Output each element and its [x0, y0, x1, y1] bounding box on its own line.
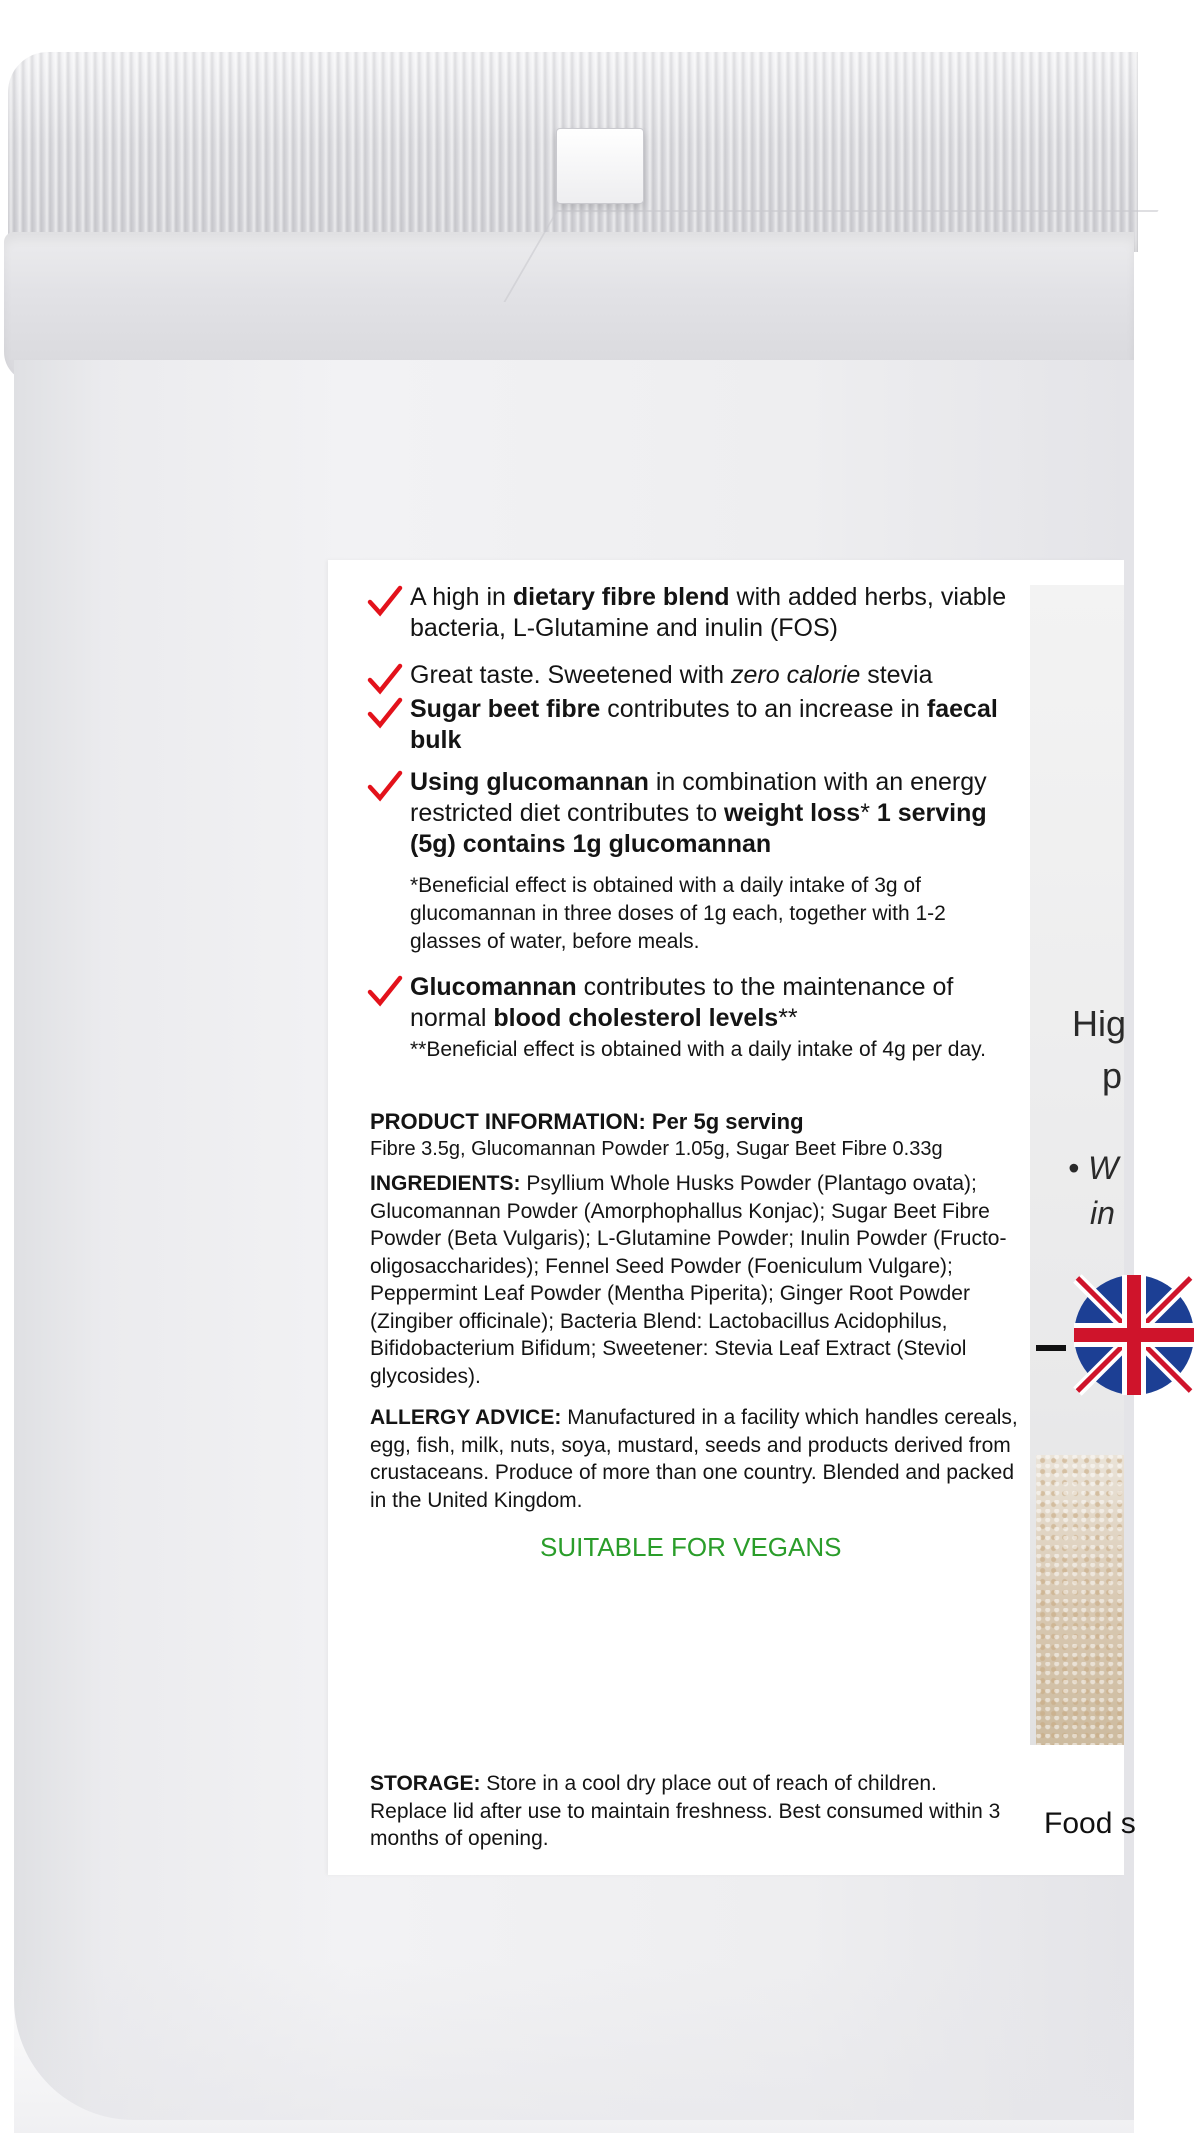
allergy-text: Manufactured in a facility which handles cereals, egg, fish, milk, nuts, soya, mustard, seeds and products derived from crustaceans. Produce of more than one country. Blended and packed in the United Kingdom. — [370, 1406, 1018, 1512]
check-icon — [368, 698, 402, 728]
claim-text: Sugar beet fibre contributes to an increase in faecal bulk — [410, 695, 998, 754]
claim-footnote: *Beneficial effect is obtained with a daily intake of 3g of glucomannan in three doses of 1g each, together with 1-2 glasses of water, before meals. — [410, 874, 946, 953]
vegan-badge: SUITABLE FOR VEGANS — [540, 1532, 842, 1562]
lid-tamper-tab — [556, 128, 644, 204]
front-headline-fragment-2: p — [1102, 1055, 1123, 1096]
claim-text: Glucomannan contributes to the maintenance of normal blood cholesterol levels** — [410, 973, 954, 1032]
ingredients-text: Psyllium Whole Husks Powder (Plantago ovata); Glucomannan Powder (Amorphophallus Konjac); Sugar Beet Fibre Powder (Beta Vulgaris); L-Glutamine Powder; Inulin Powder (Fructo-oligosaccharides); Fennel Seed Powder (Foeniculum Vulgare); Peppermint Leaf Powder (Mentha Piperita); Ginger Root Powder (Zingiber officinale); Bacteria Blend: Lactobacillus Acidophilus, Bifidobacterium Bifidum; Sweetener: Stevia Leaf Extract (Steviol glycosides). — [370, 1172, 1007, 1388]
tub-base — [14, 1960, 1134, 2133]
product-information — [370, 1108, 1020, 1163]
ingredients — [370, 1170, 1020, 1390]
front-bullet-fragment-2: in — [1090, 1195, 1115, 1231]
allergy-heading: ALLERGY ADVICE: — [370, 1406, 562, 1429]
storage-text: Store in a cool dry place out of reach of children. Replace lid after use to maintain freshness. Best consumed within 3 months of opening. — [370, 1772, 1001, 1850]
claim-text: Great taste. Sweetened with zero calorie stevia — [410, 661, 933, 689]
claim-text: A high in dietary fibre blend with added herbs, viable bacteria, L-Glutamine and inulin (FOS) — [410, 583, 1007, 642]
front-headline-fragment: Hig — [1072, 1003, 1127, 1044]
product-information-heading: PRODUCT INFORMATION: Per 5g serving — [370, 1109, 804, 1134]
storage-advice — [370, 1770, 1010, 1853]
flag-rule — [1036, 1345, 1066, 1351]
allergy-advice — [370, 1404, 1020, 1514]
check-icon — [368, 664, 402, 694]
claim-text: Using glucomannan in combination with an energy restricted diet contributes to weight loss* 1 serving (5g) contains 1g glucomannan — [410, 768, 987, 858]
powder-photo — [1036, 1455, 1124, 1745]
check-icon — [368, 976, 402, 1006]
union-jack-flag-icon — [1074, 1275, 1194, 1395]
front-label-fragment — [1030, 585, 1136, 1875]
check-icon — [368, 586, 402, 616]
lid-ridge — [503, 210, 1158, 302]
storage-heading: STORAGE: — [370, 1772, 481, 1795]
check-icon — [368, 771, 402, 801]
front-footer-fragment: Food s — [1044, 1807, 1136, 1840]
product-information-text: Fibre 3.5g, Glucomannan Powder 1.05g, Sugar Beet Fibre 0.33g — [370, 1137, 943, 1160]
front-bullet-fragment: • W — [1068, 1150, 1119, 1186]
ingredients-heading: INGREDIENTS: — [370, 1172, 521, 1195]
claim-footnote: **Beneficial effect is obtained with a daily intake of 4g per day. — [410, 1038, 986, 1061]
